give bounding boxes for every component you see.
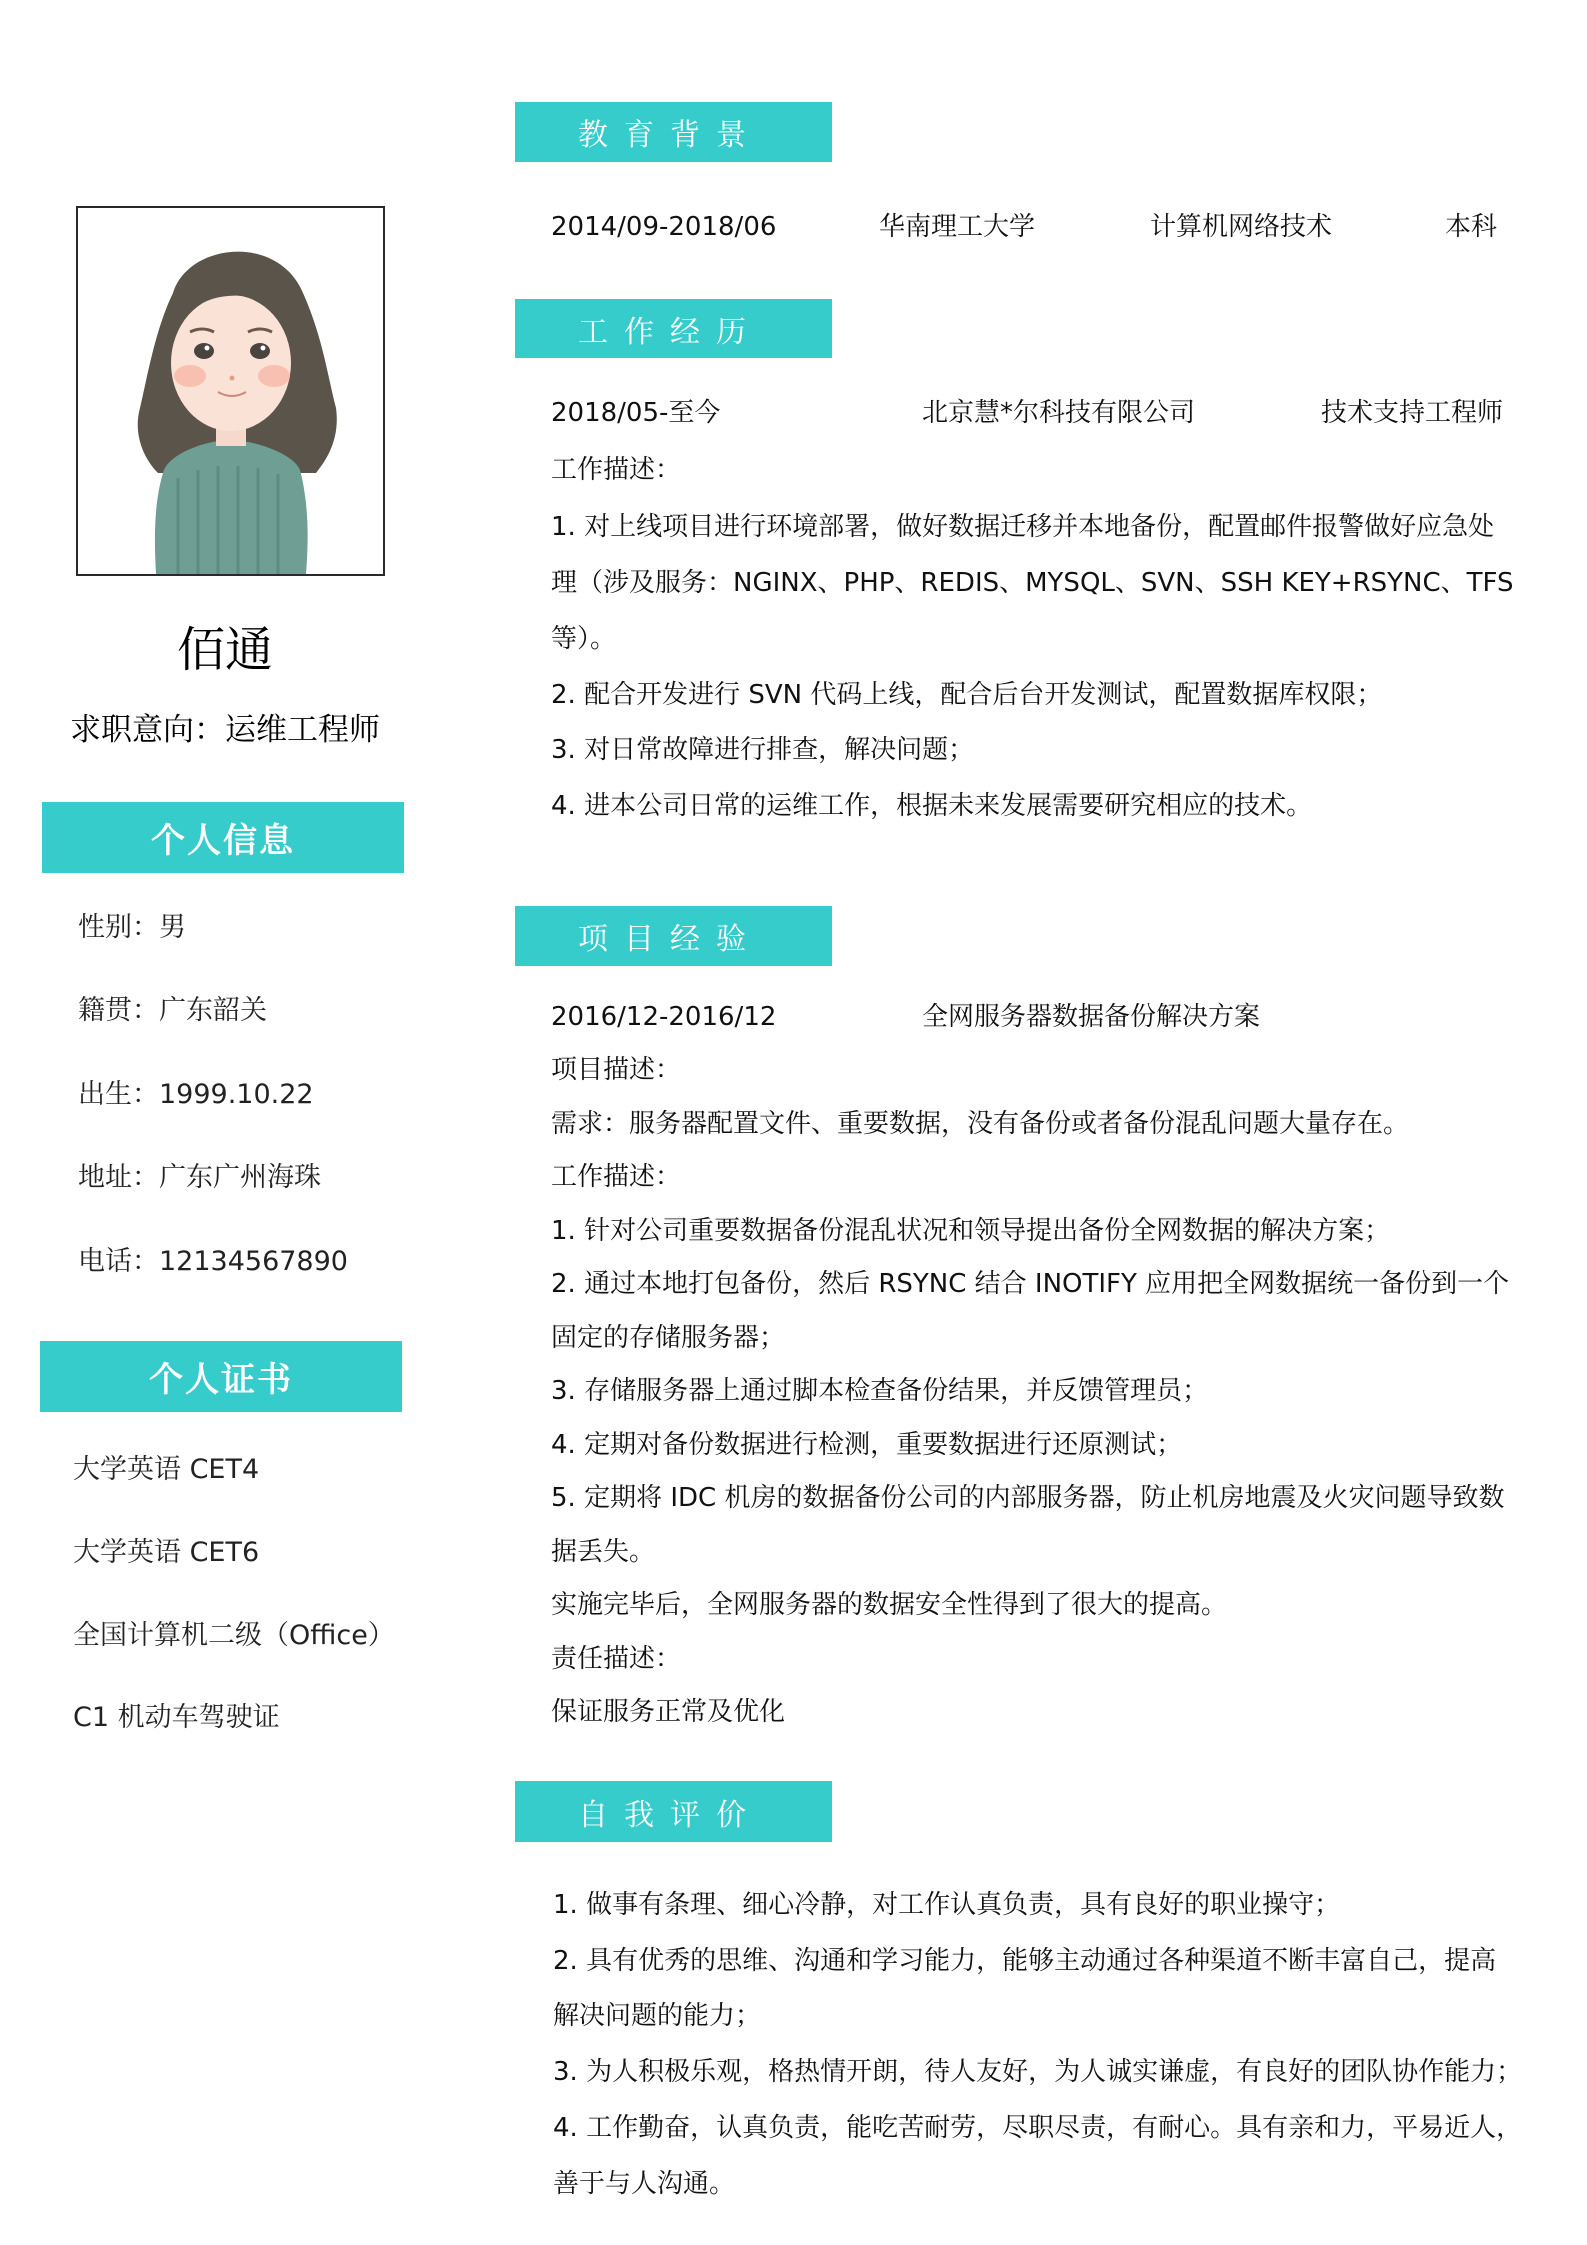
info-hometown: 籍贯：广东韶关: [78, 995, 267, 1026]
section-title: 个人证书: [149, 1360, 293, 1400]
section-title: 个人信息: [151, 821, 295, 861]
project-description-line: 1. 针对公司重要数据备份混乱状况和领导提出备份全网数据的解决方案；: [551, 1216, 1391, 1246]
section-title: 教育背景: [578, 118, 762, 153]
section-header-work: [515, 299, 832, 358]
education-school: 华南理工大学: [879, 212, 1036, 242]
education-degree: 本科: [1445, 212, 1498, 242]
work-position: 技术支持工程师: [1321, 398, 1504, 428]
project-description-line: 工作描述：: [551, 1162, 682, 1192]
work-description-line: 等）。: [551, 624, 617, 654]
section-header-certificates: [40, 1341, 402, 1412]
self-evaluation-line: 善于与人沟通。: [553, 2169, 736, 2199]
project-description-line: 4. 定期对备份数据进行检测，重要数据进行还原测试；: [551, 1430, 1183, 1460]
certificate-item: 大学英语 CET4: [73, 1454, 260, 1485]
section-header-project: [515, 906, 832, 966]
job-intention: 求职意向：运维工程师: [70, 712, 380, 748]
project-description-line: 3. 存储服务器上通过脚本检查备份结果，并反馈管理员；: [551, 1376, 1209, 1406]
project-description-line: 2. 通过本地打包备份，然后 RSYNC 结合 INOTIFY 应用把全网数据统一备份到一个: [551, 1269, 1510, 1299]
project-description-line: 需求：服务器配置文件、重要数据，没有备份或者备份混乱问题大量存在。: [551, 1109, 1410, 1139]
section-title: 工作经历: [578, 314, 762, 350]
project-description-line: 5. 定期将 IDC 机房的数据备份公司的内部服务器，防止机房地震及火灾问题导致数: [551, 1483, 1505, 1513]
info-gender: 性别：男: [78, 912, 186, 943]
self-evaluation-line: 3. 为人积极乐观，格热情开朗，待人友好，为人诚实谦虚，有良好的团队协作能力；: [553, 2057, 1523, 2087]
project-description-line: 固定的存储服务器；: [551, 1323, 786, 1353]
project-description-line: 责任描述：: [551, 1644, 682, 1674]
work-description-line: 4. 进本公司日常的运维工作，根据未来发展需要研究相应的技术。: [551, 791, 1313, 821]
project-description-line: 据丢失。: [551, 1537, 656, 1567]
work-description-line: 3. 对日常故障进行排查，解决问题；: [551, 735, 975, 765]
self-evaluation-line: 解决问题的能力；: [553, 2001, 762, 2031]
project-description-line: 保证服务正常及优化: [551, 1697, 786, 1727]
work-description-line: 2. 配合开发进行 SVN 代码上线，配合后台开发测试，配置数据库权限；: [551, 680, 1383, 710]
project-name: 全网服务器数据备份解决方案: [922, 1002, 1261, 1032]
project-period: 2016/12-2016/12: [551, 1002, 777, 1032]
education-major: 计算机网络技术: [1150, 212, 1333, 242]
section-title: 项目经验: [578, 922, 762, 957]
section-header-education: [515, 102, 832, 162]
info-address: 地址：广东广州海珠: [78, 1162, 321, 1193]
section-title: 自我评价: [578, 1797, 762, 1833]
work-description-line: 1. 对上线项目进行环境部署，做好数据迁移并本地备份，配置邮件报警做好应急处: [551, 512, 1495, 542]
candidate-name: 佰通: [176, 622, 273, 678]
info-phone: 电话：12134567890: [78, 1246, 348, 1277]
section-header-self-evaluation: [515, 1781, 832, 1842]
work-description-line: 理（涉及服务：NGINX、PHP、REDIS、MYSQL、SVN、SSH KEY+RSYNC、TFS: [551, 568, 1514, 598]
work-company: 北京慧*尔科技有限公司: [922, 398, 1196, 428]
certificate-item: C1 机动车驾驶证: [73, 1702, 280, 1733]
self-evaluation-line: 2. 具有优秀的思维、沟通和学习能力，能够主动通过各种渠道不断丰富自己，提高: [553, 1946, 1497, 1976]
project-description-line: 实施完毕后，全网服务器的数据安全性得到了很大的提高。: [551, 1590, 1228, 1620]
education-period: 2014/09-2018/06: [551, 212, 777, 242]
profile-photo: [76, 206, 385, 576]
certificate-item: 大学英语 CET6: [73, 1537, 260, 1568]
project-description-line: 项目描述：: [551, 1055, 682, 1085]
self-evaluation-line: 1. 做事有条理、细心冷静，对工作认真负责，具有良好的职业操守；: [553, 1890, 1341, 1920]
certificate-item: 全国计算机二级（Office）: [73, 1620, 395, 1651]
avatar-illustration-icon: [78, 208, 383, 574]
self-evaluation-line: 4. 工作勤奋，认真负责，能吃苦耐劳，尽职尽责，有耐心。具有亲和力，平易近人，: [553, 2113, 1523, 2143]
work-description-line: 工作描述：: [551, 455, 682, 485]
work-period: 2018/05-至今: [551, 398, 721, 428]
info-birthdate: 出生：1999.10.22: [78, 1079, 314, 1110]
section-header-personal-info: [42, 802, 404, 873]
